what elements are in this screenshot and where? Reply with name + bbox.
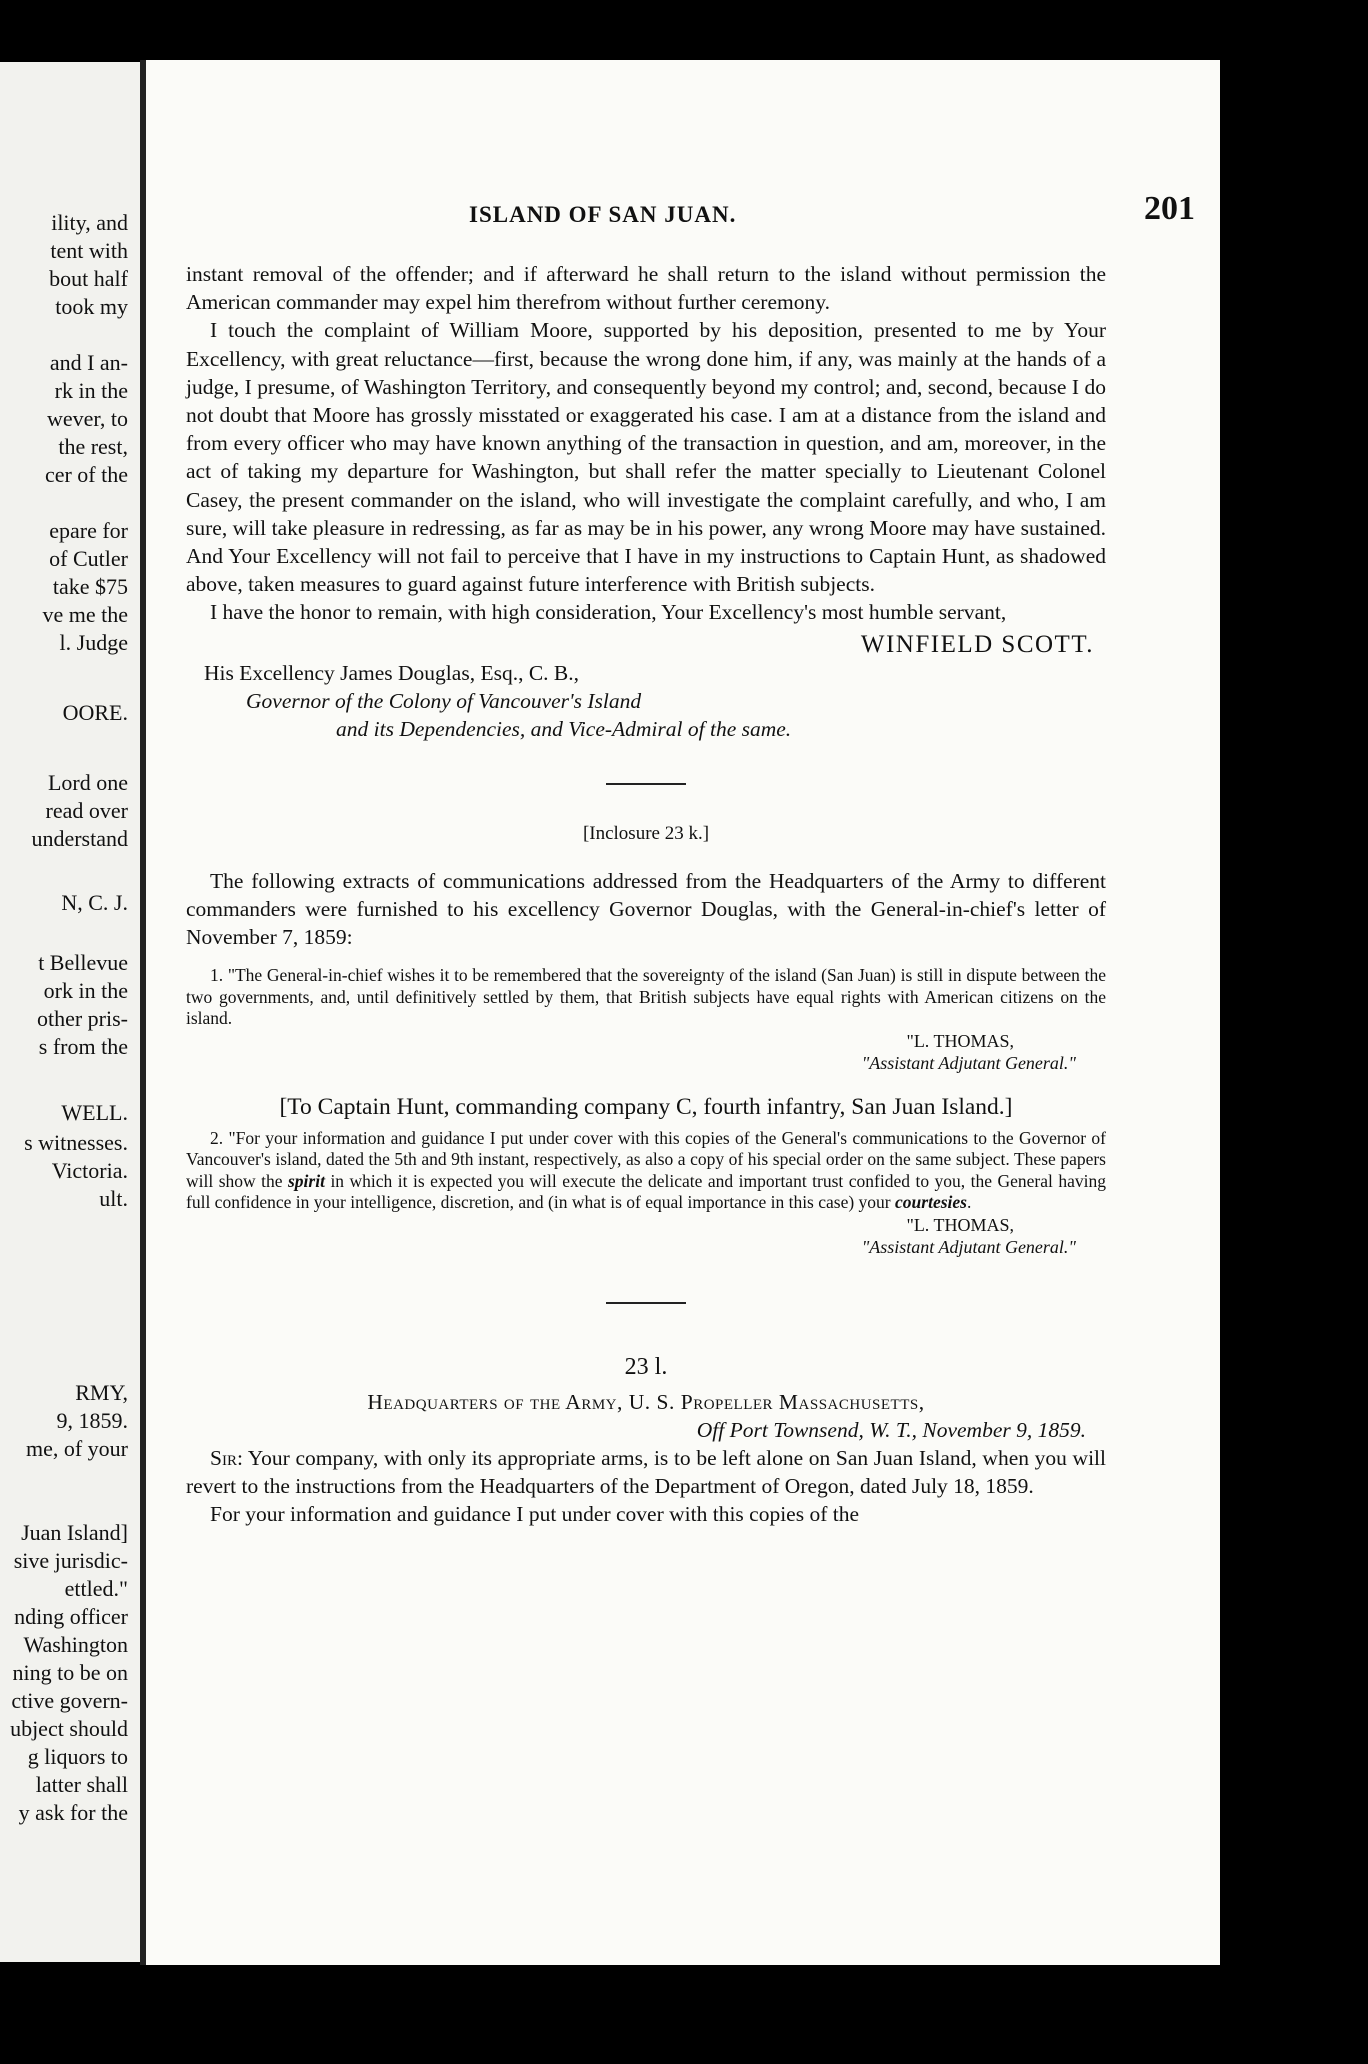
facing-page-text-fragment: Lord one [47, 770, 128, 795]
facing-page-text-fragment: ettled." [64, 1576, 128, 1601]
facing-page-text-fragment: latter shall [35, 1772, 128, 1797]
facing-page-text-fragment: bout half [49, 266, 128, 291]
extract-2-sig-title: "Assistant Adjutant General." [861, 1236, 1076, 1257]
paragraph-sir-text: Your company, with only its appropriate arms, is to be left alone on San Juan Island, when you will revert to the instructions from the Headquarters of the Department of Oregon, dated July 18, 1859. [186, 1445, 1106, 1498]
extract-2 [186, 1128, 1106, 1214]
running-head: ISLAND OF SAN JUAN. [469, 202, 737, 227]
headquarters-line: Headquarters of the Army, U. S. Propeller Massachusetts, [367, 1389, 925, 1414]
addressee-line-3: and its Dependencies, and Vice-Admiral of the same. [336, 716, 792, 741]
facing-page-text-fragment: Juan Island] [21, 1520, 128, 1545]
salutation: Sir: [210, 1445, 243, 1470]
facing-page-text-fragment: ve me the [42, 602, 128, 627]
signature-scott: WINFIELD SCOTT. [860, 630, 1094, 658]
page-header [146, 190, 1220, 240]
extract-1-signature [186, 1030, 1106, 1074]
facing-page-text-fragment: take $75 [52, 574, 128, 599]
extract-2-text-a: 2. "For your information and guidance I put under cover with this copies of the General's communications to the Governor of Vancouver's island, dated the 5th and 9th instant, respectively, as also a copy of his special order on the same subject. These papers will show the [186, 1127, 1106, 1191]
paragraph-sir [186, 1444, 1106, 1500]
inclosure-heading: [Inclosure 23 k.] [582, 822, 710, 844]
facing-page-text-fragment: l. Judge [59, 630, 128, 655]
page-number: 201 [1144, 190, 1195, 227]
document-page [146, 60, 1220, 1965]
section-rule [606, 1302, 686, 1304]
facing-page-text-fragment: ult. [99, 1186, 128, 1211]
paragraph-extracts: The following extracts of communications addressed from the Headquarters of the Army to different commanders were furnished to his excellency Governor Douglas, with the General-in-chief's letter of November 7, 1859: [186, 868, 1106, 950]
extract-2-emphasis-spirit: spirit [288, 1170, 325, 1191]
facing-page-text-fragment: wever, to [47, 406, 128, 431]
addressee-block [186, 659, 1106, 743]
facing-page-text-fragment: g liquors to [27, 1744, 128, 1769]
section-rule [606, 783, 686, 785]
extract-1-sig-title: "Assistant Adjutant General." [861, 1052, 1076, 1073]
facing-page-text-fragment: N, C. J. [61, 890, 128, 915]
facing-page-text-fragment: rk in the [54, 378, 128, 403]
extract-2-signature [186, 1214, 1106, 1258]
facing-page-text-fragment: other pris- [36, 1006, 128, 1031]
paragraph-closing: I have the honor to remain, with high consideration, Your Excellency's most humble servant, [210, 600, 1007, 625]
facing-page-text-fragment: understand [31, 826, 128, 851]
facing-page-text-fragment: OORE. [62, 700, 128, 725]
facing-page-text-fragment: took my [55, 294, 128, 319]
facing-page-text-fragment: read over [45, 798, 128, 823]
facing-page-text-fragment: Washington [23, 1632, 128, 1657]
dateline: Off Port Townsend, W. T., November 9, 1859. [696, 1417, 1086, 1442]
extract-2-sig-name: "L. THOMAS, [906, 1214, 1014, 1235]
letter-number: 23 l. [624, 1353, 668, 1380]
extract-2-text-b: in which it is expected you will execute the delicate and important trust confided to you, the General having full confidence in your intelligence, discretion, and (in what is of equal importance in this case) your [186, 1170, 1106, 1213]
addressee-line-2: Governor of the Colony of Vancouver's Island [246, 688, 642, 713]
facing-page-text-fragment: tent with [50, 238, 128, 263]
facing-page-text-fragment: y ask for the [18, 1800, 128, 1825]
facing-page-text-fragment: nding officer [14, 1604, 128, 1629]
facing-page-text-fragment: sive jurisdic- [13, 1548, 128, 1573]
extract-2-emphasis-courtesies: courtesies [895, 1192, 967, 1213]
facing-page-text-fragment: ility, and [51, 210, 128, 235]
facing-page-text-fragment: me, of your [25, 1436, 128, 1461]
extract-1: 1. "The General-in-chief wishes it to be remembered that the sovereignty of the island (San Juan) is still in dispute between the two governments, and, until definitively settled by them, that British subjects have equal rights with American citizens on the island. [186, 965, 1106, 1029]
facing-page-text-fragment: the rest, [58, 434, 128, 459]
paragraph-moore-complaint: I touch the complaint of William Moore, supported by his deposition, presented to me by Your Excellency, with great reluctance—first, because the wrong done him, if any, was mainly at the hands of a judge, I presume, of Washington Territory, and consequently beyond my control; and, second, because I do not doubt that Moore has grossly misstated or exaggerated his case. I am at a distance from the island and from every officer who may have known anything of the transaction in question, and am, moreover, in the act of taking my departure for Washington, but shall refer the matter specially to Lieutenant Colonel Casey, the present commander on the island, who will investigate the complaint carefully, and who, I am sure, will take pleasure in redressing, as far as may be in his power, any wrong Moore may have sustained. And Your Excellency will not fail to perceive that I have in my instructions to Captain Hunt, as shadowed above, taken measures to guard against future interference with British subjects. [186, 318, 1106, 597]
facing-page-text-fragment: Victoria. [51, 1158, 128, 1183]
facing-page-text-fragment: WELL. [61, 1100, 128, 1125]
facing-page-text-fragment: ork in the [43, 978, 128, 1003]
page-body [186, 260, 1106, 1528]
facing-page-fragment [0, 62, 140, 1962]
extract-2-text-c: . [966, 1192, 972, 1213]
facing-page-text-fragment: cer of the [44, 462, 128, 487]
facing-page-text-fragment: t Bellevue [38, 950, 128, 975]
facing-page-text-fragment: and I an- [49, 350, 128, 375]
paragraph-continuation: instant removal of the offender; and if afterward he shall return to the island without permission the American commander may expel him therefrom without further ceremony. [186, 262, 1106, 315]
facing-page-text-fragment: s from the [38, 1034, 128, 1059]
facing-page-text-fragment: ctive govern- [11, 1688, 128, 1713]
addressee-line-1: His Excellency James Douglas, Esq., C. B., [204, 660, 580, 685]
facing-page-text-fragment: ning to be on [12, 1660, 128, 1685]
facing-page-text-fragment: of Cutler [49, 546, 128, 571]
paragraph-cover: For your information and guidance I put under cover with this copies of the [210, 1502, 860, 1527]
facing-page-text-fragment: epare for [49, 518, 128, 543]
facing-page-text-fragment: RMY, [75, 1380, 128, 1405]
facing-page-text-fragment: ubject should [10, 1716, 128, 1741]
facing-page-text-fragment: 9, 1859. [56, 1408, 128, 1433]
extract-1-sig-name: "L. THOMAS, [906, 1030, 1014, 1051]
extract-2-heading: [To Captain Hunt, commanding company C, fourth infantry, San Juan Island.] [279, 1093, 1013, 1120]
facing-page-text-fragment: s witnesses. [24, 1130, 128, 1155]
